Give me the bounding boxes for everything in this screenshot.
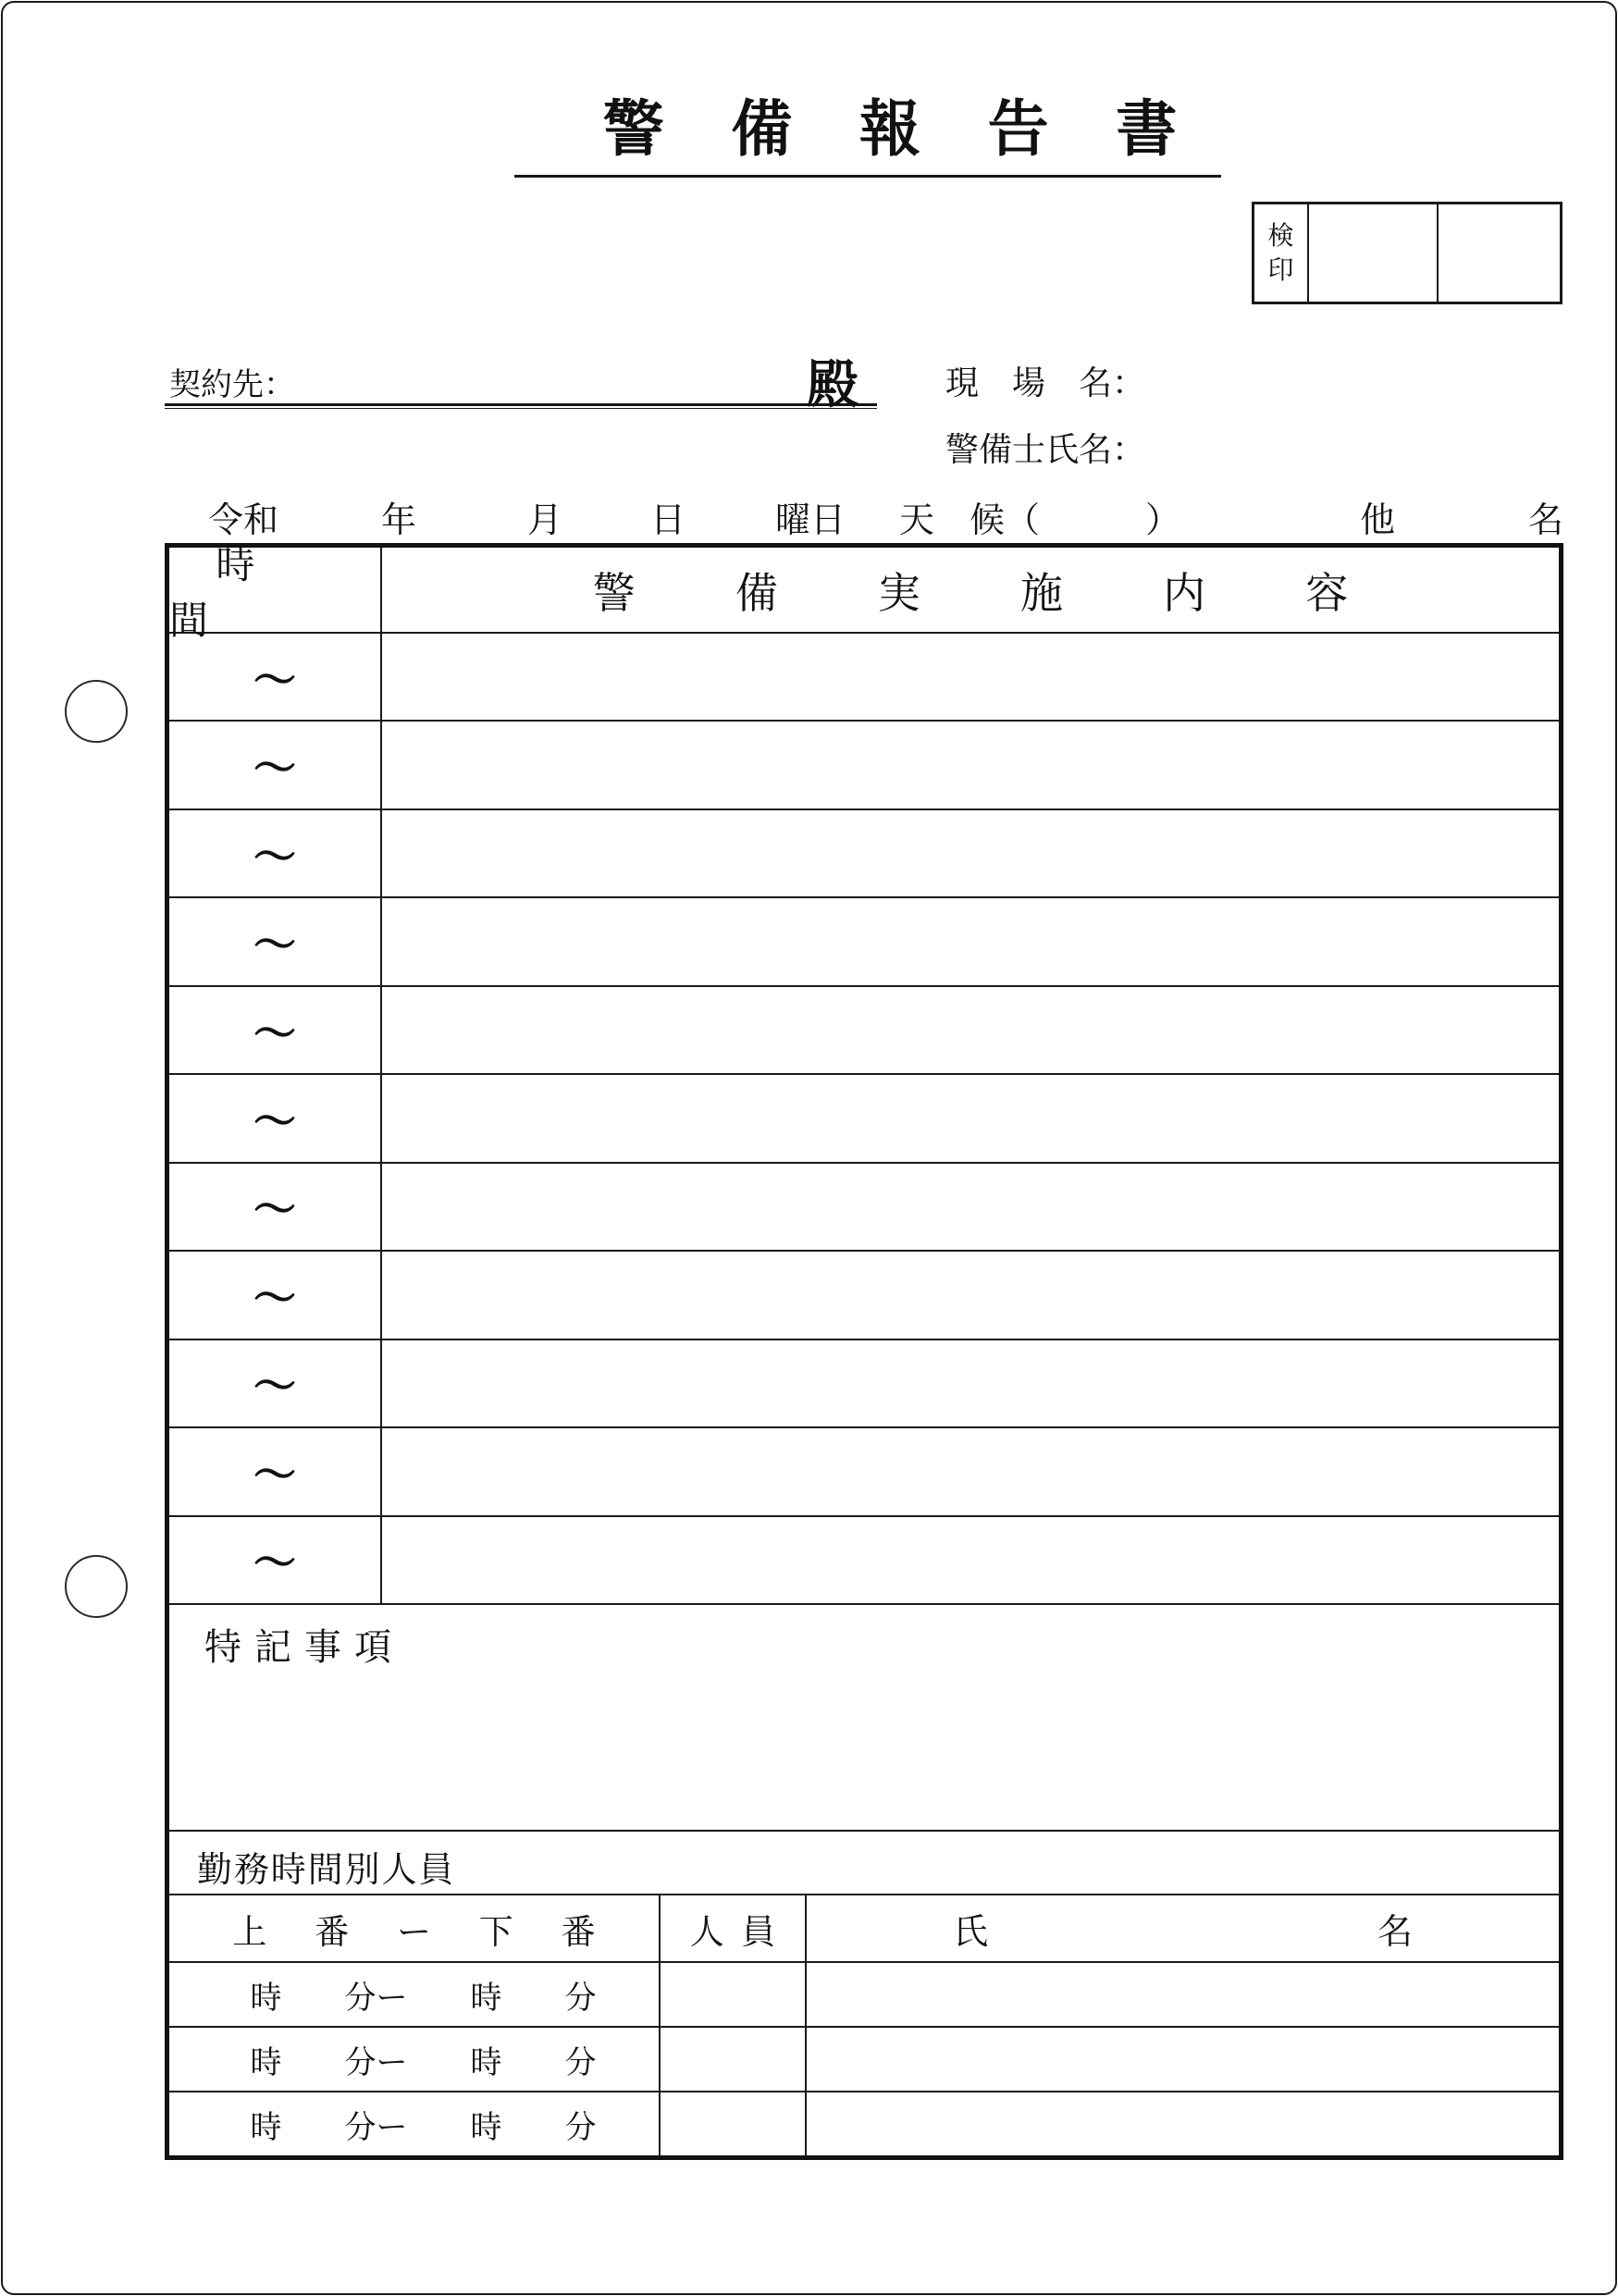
era-label: 令和 (208, 501, 279, 540)
time-range-cell: ～ (169, 1428, 382, 1514)
client-honorific: 殿 (807, 357, 858, 414)
client-field-underline (165, 403, 877, 409)
weekday-label: 曜日 (775, 501, 846, 540)
shift-column-header: 上番ー下番 (169, 1895, 661, 1961)
table-row (169, 1164, 1559, 1252)
crew-section-title: 勤務時間別人員 (197, 1851, 456, 1890)
inspection-stamp-cell-2 (1439, 204, 1560, 302)
table-row (169, 1428, 1559, 1516)
crew-table-header-row (169, 1895, 1559, 1963)
inspection-stamp-label-cell (1254, 204, 1309, 302)
content-cell (382, 987, 1559, 1073)
month-label: 月 (527, 501, 563, 540)
table-row (169, 1517, 1559, 1605)
table-row (169, 1075, 1559, 1163)
time-entry-rows (169, 634, 1559, 1605)
weather-label: 天 候（ ） (899, 501, 1181, 540)
table-row (169, 722, 1559, 809)
time-range-cell: ～ (169, 634, 382, 720)
special-notes-section (169, 1605, 1559, 1832)
crew-row (169, 2028, 1559, 2092)
special-notes-label: 特記事項 (204, 1626, 404, 1668)
time-range-cell: ～ (169, 898, 382, 984)
security-report-table (165, 543, 1563, 2160)
time-range-cell: ～ (169, 1517, 382, 1603)
name-cell (807, 2028, 1559, 2091)
time-range-cell: ～ (169, 1340, 382, 1426)
content-cell (382, 634, 1559, 720)
inspection-stamp-box (1252, 202, 1562, 304)
table-row (169, 1340, 1559, 1428)
inspection-stamp-cell-1 (1309, 204, 1439, 302)
time-range-cell: ～ (169, 1164, 382, 1250)
name-header-right: 名 (1377, 1913, 1413, 1952)
table-header-row (169, 544, 1559, 643)
punch-hole-bottom (65, 1555, 128, 1618)
personnel-column-header: 人員 (661, 1895, 807, 1961)
table-row (169, 987, 1559, 1075)
content-cell (382, 1340, 1559, 1426)
time-range-cell: ～ (169, 1075, 382, 1161)
content-cell (382, 722, 1559, 808)
table-row (169, 810, 1559, 898)
name-cell (807, 1963, 1559, 2026)
crew-section-title-row (169, 1832, 1559, 1895)
shift-time-cell: 時 分ー 時 分 (169, 2092, 661, 2155)
name-cell (807, 2092, 1559, 2155)
persons-label: 名 (1528, 501, 1564, 540)
time-range-cell: ～ (169, 1252, 382, 1338)
content-cell (382, 1517, 1559, 1603)
content-cell (382, 898, 1559, 984)
time-column-header: 時間 (169, 548, 382, 632)
form-title: 警備報告書 (602, 96, 1244, 164)
inspection-stamp-label: 検印 (1267, 221, 1294, 285)
site-name-label: 現 場 名： (945, 364, 1146, 401)
content-column-header: 警備実施内容 (592, 569, 1449, 617)
name-header-left: 氏 (953, 1913, 989, 1952)
table-row (169, 1252, 1559, 1339)
time-range-cell: ～ (169, 722, 382, 808)
crew-row (169, 1963, 1559, 2028)
title-underline (514, 175, 1221, 178)
personnel-cell (661, 1963, 807, 2026)
table-row (169, 898, 1559, 986)
guard-name-label: 警備士氏名： (945, 431, 1146, 468)
year-label: 年 (381, 501, 417, 540)
crew-rows (169, 1963, 1559, 2155)
content-cell (382, 1164, 1559, 1250)
time-range-cell: ～ (169, 810, 382, 896)
punch-hole-top (65, 680, 128, 743)
day-label: 日 (650, 501, 686, 540)
table-row (169, 634, 1559, 722)
content-cell (382, 810, 1559, 896)
time-range-cell: ～ (169, 987, 382, 1073)
client-field-label: 契約先： (169, 368, 295, 402)
content-cell (382, 1075, 1559, 1161)
personnel-cell (661, 2092, 807, 2155)
personnel-cell (661, 2028, 807, 2091)
content-cell (382, 1252, 1559, 1338)
content-cell (382, 1428, 1559, 1514)
crew-row (169, 2092, 1559, 2155)
name-column-header (807, 1895, 1559, 1961)
shift-time-cell: 時 分ー 時 分 (169, 2028, 661, 2091)
others-label: 他 (1360, 501, 1396, 540)
shift-time-cell: 時 分ー 時 分 (169, 1963, 661, 2026)
